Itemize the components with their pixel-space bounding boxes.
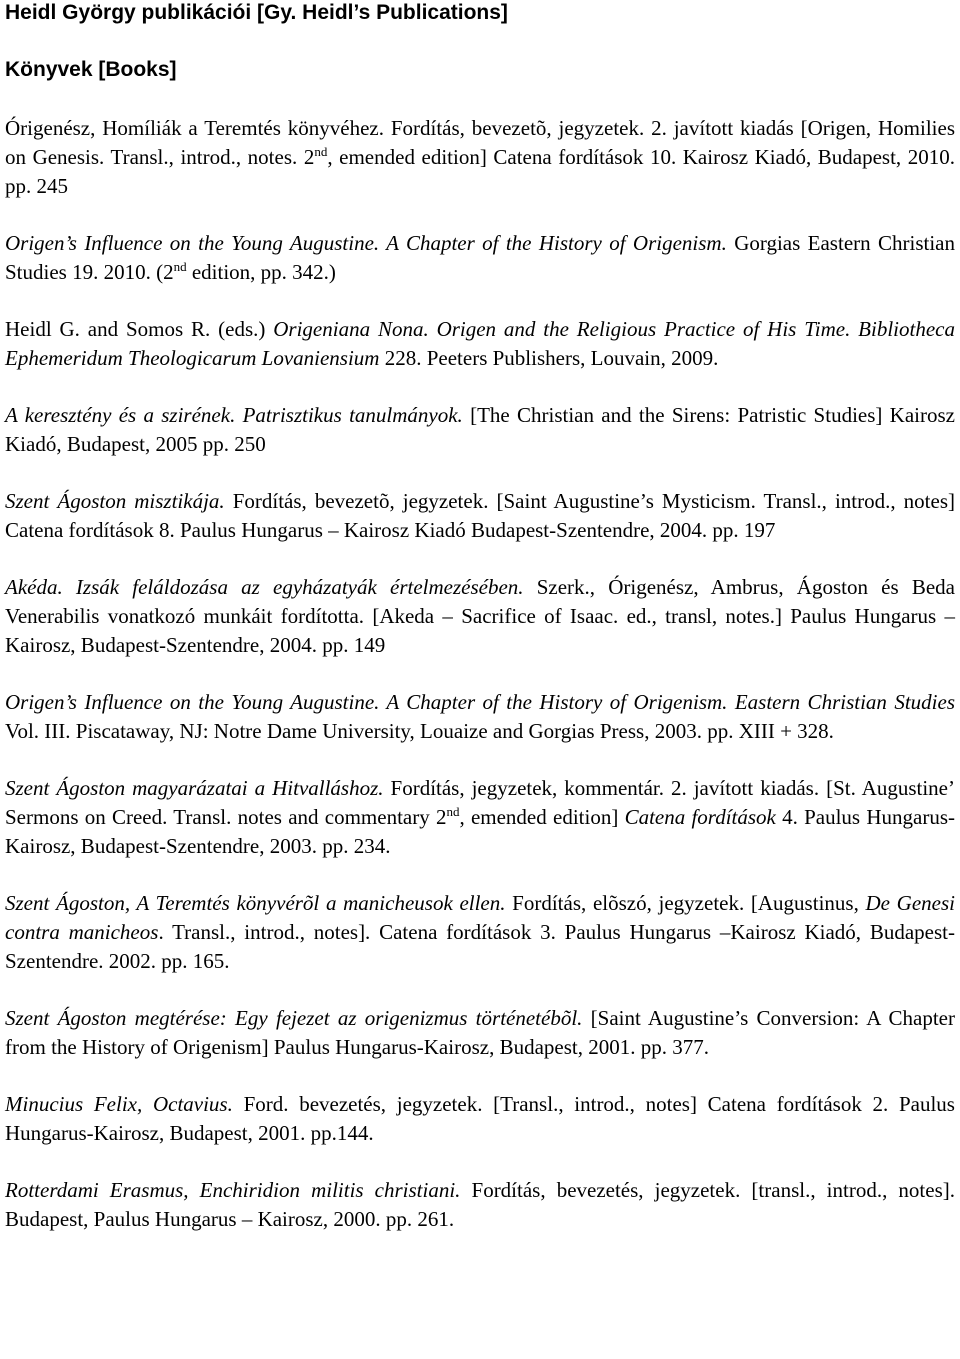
entry-text: edition, pp. 342.) bbox=[186, 260, 336, 284]
entry-original-title: De Genesi contra manicheos bbox=[5, 891, 955, 944]
publication-entry bbox=[5, 688, 955, 746]
publication-entry bbox=[5, 1090, 955, 1148]
entry-text: Heidl G. and Somos R. (eds.) bbox=[5, 317, 274, 341]
entry-text: Ford. bevezetés, jegyzetek. [Transl., introd., notes] Catena fordítások 2. Paulus Hungarus-Kairosz, Budapest, 2001. pp.144. bbox=[5, 1092, 955, 1145]
entry-text: Fordítás, bevezetõ, jegyzetek. [Saint Augustine’s Mysticism. Transl., introd., notes] Catena fordítások 8. Paulus Hungarus – Kairosz Kiadó Budapest-Szentendre, 2004. pp. 197 bbox=[5, 489, 955, 542]
entry-title: A keresztény és a szirének. Patrisztikus tanulmányok. bbox=[5, 403, 463, 427]
publication-entry bbox=[5, 401, 955, 459]
entry-text: [The Christian and the Sirens: Patristic Studies] Kairosz Kiadó, Budapest, 2005 pp. 250 bbox=[5, 403, 955, 456]
entry-text: , emended edition] bbox=[459, 805, 625, 829]
entry-text: . Transl., introd., notes]. Catena fordítások 3. Paulus Hungarus –Kairosz Kiadó, Budapest-Szentendre. 2002. pp. 165. bbox=[5, 920, 955, 973]
page-title: Heidl György publikációi [Gy. Heidl’s Publications] bbox=[5, 1, 508, 24]
entry-title: Origen’s Influence on the Young Augustine. A Chapter of the History of Origenism. bbox=[5, 231, 727, 255]
publication-list bbox=[5, 114, 955, 1262]
entry-series: Catena fordítások bbox=[624, 805, 776, 829]
entry-text: , emended edition] Catena fordítások 10. Kairosz Kiadó, Budapest, 2010. pp. 245 bbox=[5, 145, 955, 198]
entry-title: Szent Ágoston magyarázatai a Hitvalláshoz. bbox=[5, 776, 384, 800]
entry-text: 228. Peeters Publishers, Louvain, 2009. bbox=[379, 346, 719, 370]
superscript: nd bbox=[314, 144, 328, 160]
entry-text: Fordítás, jegyzetek, kommentár. 2. javított kiadás. [St. Augustine’ Sermons on Creed. Transl. notes and commentary 2 bbox=[5, 776, 955, 829]
entry-text: [Saint Augustine’s Conversion: A Chapter from the History of Origenism] Paulus Hungarus-Kairosz, Budapest, 2001. pp. 377. bbox=[5, 1006, 955, 1059]
entry-text: Gorgias Eastern Christian Studies 19. 2010. (2 bbox=[5, 231, 955, 284]
publication-entry bbox=[5, 487, 955, 545]
entry-title: Szent Ágoston misztikája. bbox=[5, 489, 225, 513]
entry-title: Szent Ágoston, A Teremtés könyvérõl a manicheusok ellen. bbox=[5, 891, 506, 915]
entry-text: Vol. III. Piscataway, NJ: Notre Dame University, Louaize and Gorgias Press, 2003. pp. XIII + 328. bbox=[5, 719, 834, 743]
entry-title: Akéda. Izsák feláldozása az egyházatyák értelmezésében. bbox=[5, 575, 524, 599]
entry-title: Origeniana Nona. Origen and the Religious Practice of His Time. Bibliotheca Ephemeridum Theologicarum Lovaniensium bbox=[5, 317, 955, 370]
publication-entry bbox=[5, 573, 955, 660]
entry-text: 4. Paulus Hungarus-Kairosz, Budapest-Szentendre, 2003. pp. 234. bbox=[5, 805, 955, 858]
entry-title: Origen’s Influence on the Young Augustine. A Chapter of the History of Origenism. Eastern Christian Studies bbox=[5, 690, 955, 714]
publication-entry bbox=[5, 774, 955, 861]
publication-entry bbox=[5, 229, 955, 287]
superscript: nd bbox=[446, 804, 460, 820]
entry-title: Rotterdami Erasmus, Enchiridion militis christiani. bbox=[5, 1178, 461, 1202]
entry-title: Minucius Felix, Octavius. bbox=[5, 1092, 233, 1116]
publication-entry bbox=[5, 889, 955, 976]
publication-entry bbox=[5, 114, 955, 201]
entry-title: Szent Ágoston megtérése: Egy fejezet az origenizmus történetébõl. bbox=[5, 1006, 583, 1030]
entry-text: Szerk., Órigenész, Ambrus, Ágoston és Beda Venerabilis vonatkozó munkáit fordította. [Akeda – Sacrifice of Isaac. ed., transl, notes.] Paulus Hungarus – Kairosz, Budapest-Szentendre, 2004. pp. 149 bbox=[5, 575, 955, 657]
entry-text: Fordítás, bevezetés, jegyzetek. [transl., introd., notes]. Budapest, Paulus Hungarus – Kairosz, 2000. pp. 261. bbox=[5, 1178, 955, 1231]
superscript: nd bbox=[173, 259, 187, 275]
publication-entry bbox=[5, 1176, 955, 1234]
entry-text: Órigenész, Homíliák a Teremtés könyvéhez. Fordítás, bevezetõ, jegyzetek. 2. javított kiadás [Origen, Homilies on Genesis. Transl., introd., notes. 2 bbox=[5, 116, 955, 169]
section-heading-books: Könyvek [Books] bbox=[5, 58, 177, 81]
entry-text: Fordítás, elõszó, jegyzetek. [Augustinus, bbox=[505, 891, 866, 915]
publication-entry bbox=[5, 315, 955, 373]
publication-entry bbox=[5, 1004, 955, 1062]
